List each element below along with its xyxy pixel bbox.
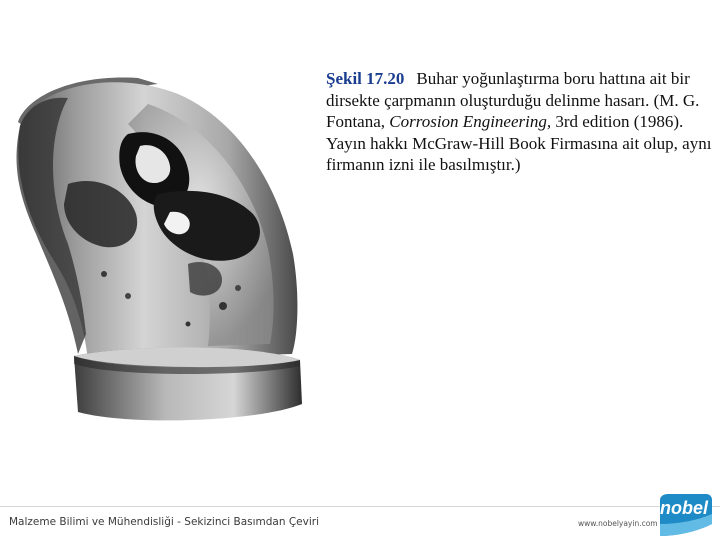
caption-text-part2: 3rd edition (1986). Yayın hakkı McGraw-Hill Book Firmasına ait olup, aynı firmanın izni ile basılmıştır.) xyxy=(326,112,712,174)
nobel-logo xyxy=(656,494,712,536)
caption-italic-title: Corrosion Engineering, xyxy=(389,112,552,131)
nobel-logo-text: nobel xyxy=(660,498,708,518)
figure-caption xyxy=(326,68,718,176)
figure-label: Şekil 17.20 xyxy=(326,69,405,88)
footer-url[interactable]: www.nobelyayin.com xyxy=(578,519,658,528)
footer-divider xyxy=(0,506,720,507)
corroded-elbow-illustration xyxy=(8,74,314,426)
pipe-elbow-photo xyxy=(8,74,314,426)
footer-book-title: Malzeme Bilimi ve Mühendisliği - Sekizinci Basımdan Çeviri xyxy=(9,516,320,528)
caption-text-part1: Buhar yoğunlaştırma boru hattına ait bir dirsekte çarpmanın oluşturduğu delinme hasarı. (M. G. Fontana, xyxy=(326,69,700,131)
